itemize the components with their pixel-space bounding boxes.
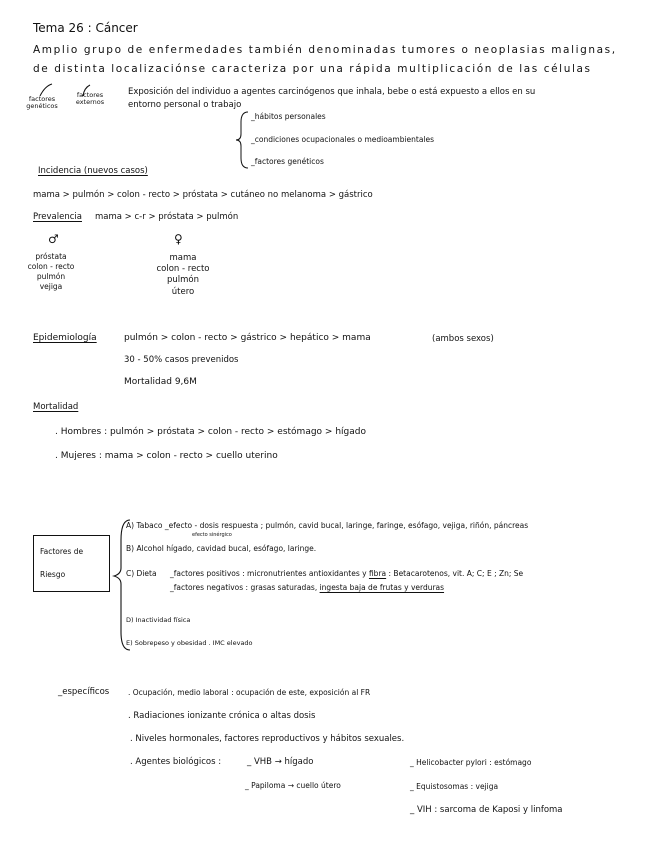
factor-dieta-positivos-label: _factores positivos : micronutrientes antioxidantes y (170, 569, 367, 578)
female-list-item: colon - recto (156, 264, 210, 274)
page-title: Tema 26 : Cáncer (33, 21, 138, 35)
epidemiologia-note: (ambos sexos) (432, 334, 494, 344)
male-list-item: colon - recto (27, 262, 75, 271)
male-list-item: próstata (35, 252, 67, 261)
factor-dieta-label: C) Dieta (126, 569, 157, 578)
especifico-niveles: . Niveles hormonales, factores reproductivos y hábitos sexuales. (130, 734, 405, 744)
factor-dieta-negativos-label: _factores negativos : grasas saturadas, (170, 583, 318, 592)
exposicion-line-2: entorno personal o trabajo (128, 100, 242, 110)
especifico-ocupacion: . Ocupación, medio laboral : ocupación de este, exposición al FR (128, 688, 371, 697)
factores-box-line-2: Riesgo (40, 570, 66, 579)
mortalidad-total: Mortalidad 9,6M (124, 377, 197, 387)
factor-dieta-fibra: fibra (368, 569, 387, 578)
incidencia-heading: Incidencia (nuevos casos) (38, 166, 148, 176)
agente-vih: _ VIH : sarcoma de Kaposi y linfoma (410, 805, 563, 815)
epidemiologia-heading: Epidemiología (33, 333, 97, 343)
male-symbol: ♂ (48, 232, 59, 246)
factor-dieta-positivos-rest: : Betacarotenos, vit. A; C; E ; Zn; Se (388, 569, 524, 578)
agente-vhb: _ VHB → hígado (247, 757, 314, 767)
intro-line-2: de distinta localizaciónse caracteriza por una rápida multiplicación de las células (33, 63, 592, 75)
mortalidad-mujeres: . Mujeres : mama > colon - recto > cuello uterino (55, 451, 278, 461)
agente-equistosomas: _ Equistosomas : vejiga (410, 782, 499, 791)
especifico-agentes: . Agentes biológicos : (130, 757, 222, 767)
factor-alcohol: B) Alcohol hígado, cavidad bucal, esófago, laringe. (126, 544, 317, 553)
cause-item: _condiciones ocupacionales o medioambientales (251, 135, 435, 144)
intro-line-1: Amplio grupo de enfermedades también denominadas tumores o neoplasias malignas, (33, 44, 617, 56)
factor-dieta-ingesta: ingesta baja de frutas y verduras (319, 583, 445, 592)
female-list-item: pulmón (166, 275, 199, 285)
cause-item: _factores genéticos (251, 157, 324, 166)
factores-riesgo-box (33, 535, 110, 592)
especificos-heading: _específicos (58, 687, 110, 697)
mortalidad-hombres: . Hombres : pulmón > próstata > colon - recto > estómago > hígado (55, 427, 366, 437)
factor-tabaco-sinergico: efecto sinérgico (192, 532, 232, 538)
factor-dieta-positivos (170, 570, 523, 578)
agente-papiloma: _ Papiloma → cuello útero (245, 781, 341, 790)
factores-box-line-1: Factores de (40, 547, 84, 556)
prevalencia-line: mama > c-r > próstata > pulmón (95, 212, 239, 222)
label-factores-geneticos: factores genéticos (26, 95, 58, 110)
female-symbol: ♀ (174, 232, 183, 246)
incidencia-line: mama > pulmón > colon - recto > próstata > cutáneo no melanoma > gástrico (33, 190, 373, 200)
casos-prevenidos: 30 - 50% casos prevenidos (124, 355, 239, 365)
factor-sobrepeso: E) Sobrepeso y obesidad . IMC elevado (126, 639, 253, 647)
especifico-radiaciones: . Radiaciones ionizante crónica o altas dosis (128, 711, 316, 721)
agente-helicobacter: _ Helicobacter pylori : estómago (410, 758, 532, 767)
female-list-item: mama (169, 253, 197, 263)
cause-item: _hábitos personales (251, 112, 326, 121)
mortalidad-heading: Mortalidad (33, 402, 79, 412)
male-list-item: vejiga (39, 282, 63, 291)
prevalencia-heading: Prevalencia (33, 212, 82, 222)
factor-tabaco: A) Tabaco _efecto - dosis respuesta ; pulmón, cavid bucal, laringe, faringe, esófago, vejiga, riñón, páncreas (126, 521, 529, 530)
label-factores-externos: factores externos (75, 91, 105, 106)
exposicion-line-1: Exposición del individuo a agentes carcinógenos que inhala, bebe o está expuesto a ellos en su (128, 87, 536, 97)
factor-inactividad: D) Inactividad física (126, 616, 191, 624)
female-list-item: útero (171, 287, 195, 297)
epidemiologia-line: pulmón > colon - recto > gástrico > hepático > mama (124, 333, 371, 343)
factor-dieta-negativos (170, 584, 444, 592)
male-list-item: pulmón (36, 272, 66, 281)
